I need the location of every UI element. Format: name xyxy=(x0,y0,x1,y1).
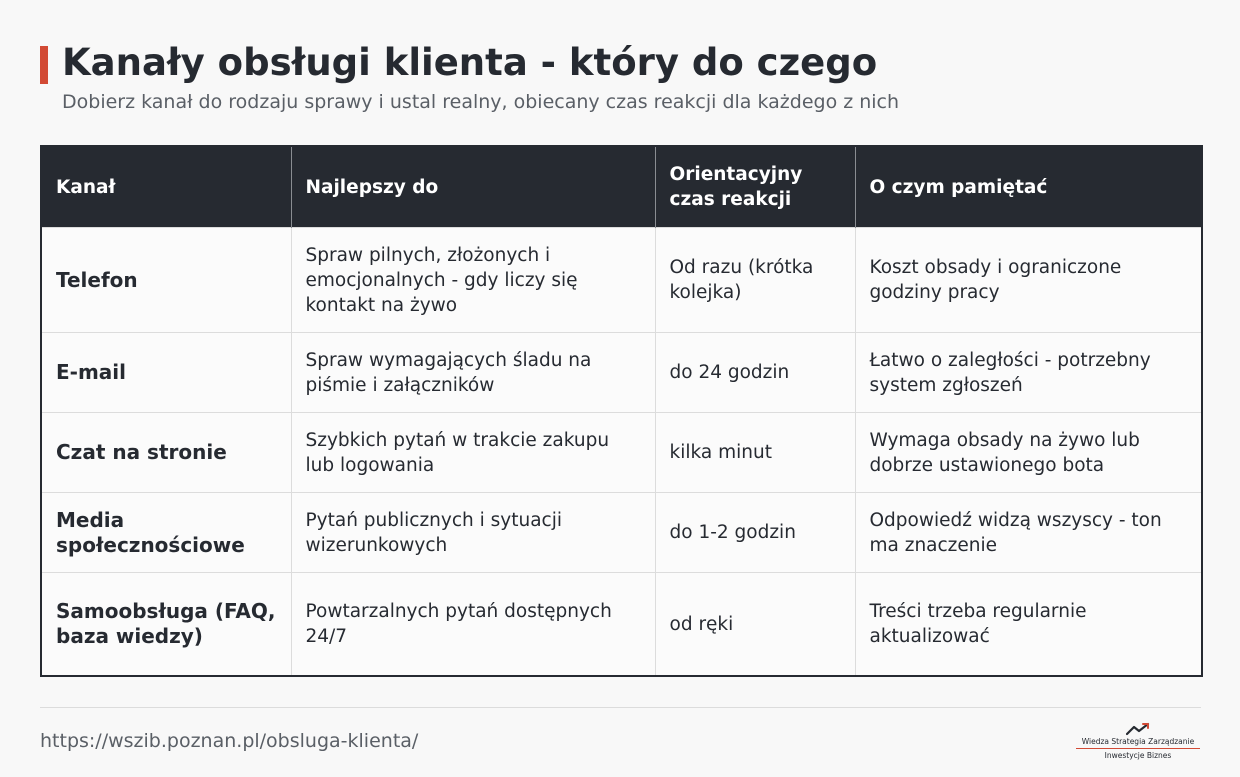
table-row xyxy=(41,573,1202,677)
channel-name: Samoobsługa (FAQ, baza wiedzy) xyxy=(41,573,291,677)
table-row xyxy=(41,493,1202,573)
channel-name: Czat na stronie xyxy=(41,413,291,493)
table-cell: Koszt obsady i ograniczone godziny pracy xyxy=(855,228,1202,333)
table-row xyxy=(41,228,1202,333)
table-cell: Szybkich pytań w trakcie zakupu lub logowania xyxy=(291,413,655,493)
table-cell: Od razu (krótka kolejka) xyxy=(655,228,855,333)
column-header: Najlepszy do xyxy=(291,146,655,228)
table-cell: Treści trzeba regularnie aktualizować xyxy=(855,573,1202,677)
table-cell: do 1-2 godzin xyxy=(655,493,855,573)
page-subtitle: Dobierz kanał do rodzaju sprawy i ustal realny, obiecany czas reakcji dla każdego z nich xyxy=(62,91,900,113)
logo-text-line1: Wiedza Strategia Zarządzanie xyxy=(1081,737,1195,746)
table-cell: Pytań publicznych i sytuacji wizerunkowych xyxy=(291,493,655,573)
table-cell: Odpowiedź widzą wszyscy - ton ma znaczenie xyxy=(855,493,1202,573)
title-accent-bar xyxy=(40,46,48,84)
table-cell: od ręki xyxy=(655,573,855,677)
channel-name: Telefon xyxy=(41,228,291,333)
column-header: O czym pamiętać xyxy=(855,146,1202,228)
table-cell: kilka minut xyxy=(655,413,855,493)
column-header: Orientacyjny czas reakcji xyxy=(655,146,855,228)
table-cell: Spraw pilnych, złożonych i emocjonalnych - gdy liczy się kontakt na żywo xyxy=(291,228,655,333)
table-header-row xyxy=(41,146,1202,228)
source-url[interactable]: https://wszib.poznan.pl/obsluga-klienta/ xyxy=(40,730,419,752)
channel-name: E-mail xyxy=(41,333,291,413)
logo xyxy=(1076,720,1200,762)
page-title: Kanały obsługi klienta - który do czego xyxy=(62,41,878,84)
table-cell: Powtarzalnych pytań dostępnych 24/7 xyxy=(291,573,655,677)
chart-trend-icon xyxy=(1126,722,1150,736)
table-cell: Łatwo o zaległości - potrzebny system zgłoszeń xyxy=(855,333,1202,413)
table-row xyxy=(41,333,1202,413)
table-cell: do 24 godzin xyxy=(655,333,855,413)
table-cell: Spraw wymagających śladu na piśmie i załączników xyxy=(291,333,655,413)
logo-rule xyxy=(1076,748,1200,749)
channel-name: Media społecznościowe xyxy=(41,493,291,573)
footer-divider xyxy=(40,707,1201,708)
column-header: Kanał xyxy=(41,146,291,228)
channels-table xyxy=(40,145,1203,677)
table-row xyxy=(41,413,1202,493)
logo-text-line2: Inwestycje Biznes xyxy=(1104,751,1172,760)
table-cell: Wymaga obsady na żywo lub dobrze ustawionego bota xyxy=(855,413,1202,493)
